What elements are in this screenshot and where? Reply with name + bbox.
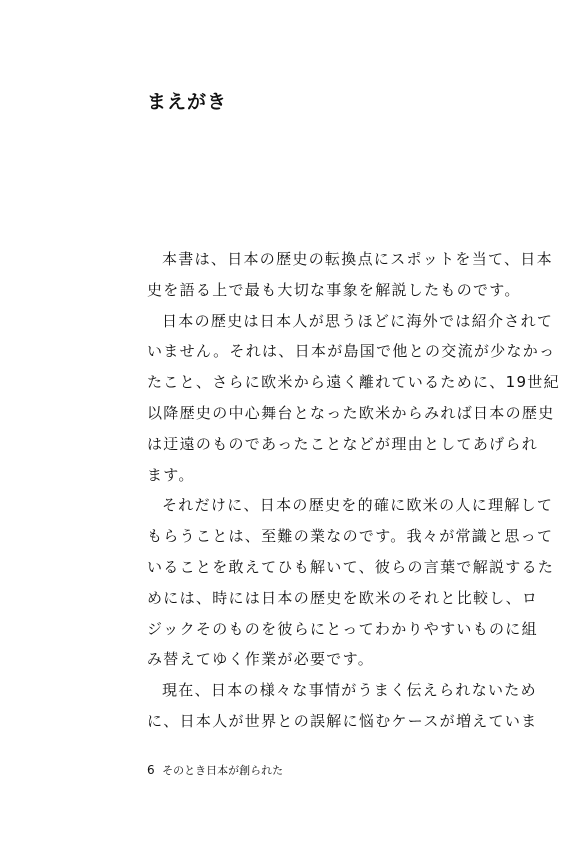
text-line: 史を語る上で最も大切な事象を解説したものです。 xyxy=(147,280,521,299)
body-text xyxy=(147,244,560,737)
paragraph-2 xyxy=(147,306,560,491)
paragraph-3 xyxy=(147,490,555,675)
text-line: それだけに、日本の歴史を的確に欧米の人に理解して xyxy=(162,496,554,515)
paragraph-4 xyxy=(147,675,538,737)
text-line: は迂遠のものであったことなどが理由としてあげられ xyxy=(147,434,539,453)
text-line: いることを敢えてひも解いて、彼らの言葉で解説するた xyxy=(147,557,555,576)
text-line: 現在、日本の様々な事情がうまく伝えられないため xyxy=(162,681,537,700)
running-title: そのとき日本が創られた xyxy=(162,764,284,777)
text-line: 本書は、日本の歴史の転換点にスポットを当て、日本 xyxy=(162,250,553,268)
text-line: 以降歴史の中心舞台となった欧米からみれば日本の歴史 xyxy=(147,403,555,422)
text-line: もらうことは、至難の業なのです。我々が常識と思って xyxy=(147,527,554,546)
text-line: いません。それは、日本が島国で他との交流が少なかっ xyxy=(147,342,556,361)
page-number: 6 xyxy=(147,763,155,777)
page-footer xyxy=(147,763,283,778)
text-line: に、日本人が世界との誤解に悩むケースが増えていま xyxy=(147,711,538,730)
chapter-title: まえがき xyxy=(147,91,228,113)
text-line: 日本の歴史は日本人が思うほどに海外では紹介されて xyxy=(162,311,554,330)
text-line: み替えてゆく作業が必要です。 xyxy=(147,650,375,669)
text-line: ます。 xyxy=(147,465,195,484)
text-line: たこと、さらに欧米から遠く離れているために、19世紀 xyxy=(147,373,560,392)
text-line: ジックそのものを彼らにとってわかりやすいものに組 xyxy=(147,619,538,638)
paragraph-1 xyxy=(147,244,553,306)
text-line: めには、時には日本の歴史を欧米のそれと比較し、ロ xyxy=(147,588,539,607)
